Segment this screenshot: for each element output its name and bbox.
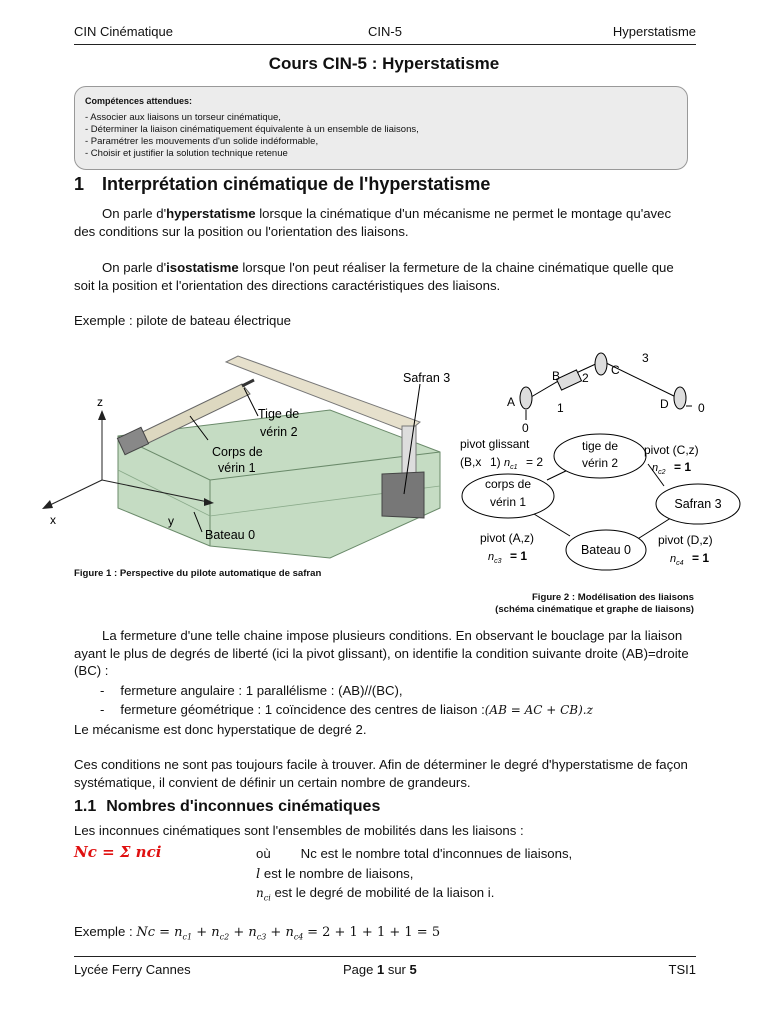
footer-left: Lycée Ferry Cannes <box>74 962 191 977</box>
figure-2-diagram <box>452 340 722 580</box>
bullet-1 <box>100 682 690 700</box>
link-glissant-n: = 2 <box>526 455 544 469</box>
kin-d: D <box>660 397 669 411</box>
paragraph-hyperstatisme <box>74 205 694 240</box>
z-label: z <box>97 395 103 409</box>
nc1-symbol: $n_{c1}$ <box>504 457 518 471</box>
cylinder-rod <box>242 380 254 386</box>
paragraph-inconnues: Les inconnues cinématiques sont l'ensembles de mobilités dans les liaisons : <box>74 823 524 838</box>
tige-pointer <box>244 388 258 416</box>
kin-0d: 0 <box>698 401 705 415</box>
text: On parle d' <box>102 206 167 221</box>
label-tige-1: Tige de <box>258 407 300 421</box>
formula-def-2 <box>256 865 696 884</box>
page-prefix: Page <box>343 962 377 977</box>
joint-c <box>595 353 607 375</box>
symbol-nci: $n_{ci}$ <box>256 886 271 903</box>
page-sep: sur <box>384 962 410 977</box>
formula-ou: où <box>256 846 271 861</box>
figure-2-caption-2: (schéma cinématique et graphe de liaisons) <box>495 604 694 615</box>
example-label: Exemple : pilote de bateau électrique <box>74 313 292 328</box>
label-corps-1: Corps de <box>212 445 263 459</box>
formula-def-1 <box>256 845 696 863</box>
section-1-1-number: 1.1 <box>74 798 97 815</box>
kin-c: C <box>611 363 620 377</box>
node-corps-label-1: corps de <box>484 477 532 491</box>
text: On parle d' <box>102 260 167 275</box>
kin-3: 3 <box>642 351 649 365</box>
node-tige-label-2: vérin 2 <box>581 456 619 470</box>
header-left: CIN Cinématique <box>74 24 173 39</box>
x-axis <box>48 480 102 506</box>
formula-nc: Nc = Σ nci <box>74 843 162 861</box>
rudder-blade <box>382 472 424 518</box>
bullet-2-math: (AB = AC + CB).z <box>484 703 593 717</box>
section-1-title: Interprétation cinématique de l'hyperstatisme <box>102 174 491 194</box>
kin-1: 1 <box>557 401 564 415</box>
figure-1-perspective <box>30 340 460 570</box>
link-pivot-c-n: = 1 <box>674 460 692 474</box>
competences-box <box>74 86 688 170</box>
link-pivot-d-n: = 1 <box>692 551 710 565</box>
page-title: Cours CIN-5 : Hyperstatisme <box>268 54 500 73</box>
paragraph-conditions: Ces conditions ne sont pas toujours facile à trouver. Afin de déterminer le degré d'hyperstatisme de façon systématique, il convient de définir un certain nombre de grandeurs. <box>74 757 688 790</box>
competence-item: - Associer aux liaisons un torseur cinématique, <box>85 112 281 123</box>
header-right: Hyperstatisme <box>612 24 696 39</box>
node-safran-label: Safran 3 <box>674 497 722 511</box>
nc3-symbol: $n_{c3}$ <box>488 551 502 565</box>
node-tige-label-1: tige de <box>581 439 619 453</box>
label-bateau: Bateau 0 <box>205 528 256 542</box>
joint-b <box>556 370 581 390</box>
x-label: x <box>50 513 56 527</box>
term-hyperstatisme: hyperstatisme <box>166 206 256 221</box>
y-label: y <box>168 514 174 528</box>
competence-item: - Paramétrer les mouvements d'un solide indéformable, <box>85 136 319 147</box>
header-rule <box>74 44 696 45</box>
joint-d <box>674 387 686 409</box>
label-safran: Safran 3 <box>403 371 451 385</box>
symbol-l: l <box>256 867 261 882</box>
label-corps-2: vérin 1 <box>218 461 256 475</box>
paragraph-isostatisme <box>74 259 694 294</box>
page-number: 1 <box>376 962 385 977</box>
footer-page <box>343 962 417 977</box>
figure-1-caption: Figure 1 : Perspective du pilote automatique de safran <box>74 568 322 579</box>
header-center: CIN-5 <box>368 24 402 39</box>
kin-b: B <box>552 369 561 383</box>
section-1-heading <box>74 174 490 195</box>
formula-def-nci: est le degré de mobilité de la liaison i. <box>274 885 495 900</box>
bullet-2-text: fermeture géométrique : 1 coïncidence des centres de liaison : <box>120 702 485 717</box>
node-bateau-label: Bateau 0 <box>580 543 632 557</box>
page-total: 5 <box>409 962 417 977</box>
joint-a <box>520 387 532 409</box>
formula-def-l: est le nombre de liaisons, <box>263 866 414 881</box>
edge-corps-bateau <box>534 514 570 536</box>
node-corps-label-2: vérin 1 <box>489 495 527 509</box>
link-glissant-2: (B,x <box>460 455 482 469</box>
formula-def-nc: Nc est le nombre total d'inconnues de liaisons, <box>300 846 573 861</box>
term-isostatisme: isostatisme <box>166 260 239 275</box>
section-1-1-heading <box>74 798 380 816</box>
section-1-1-title: Nombres d'inconnues cinématiques <box>106 798 381 815</box>
link-pivot-d: pivot (D,z) <box>658 533 713 547</box>
competences-title: Compétences attendues: <box>85 96 193 106</box>
label-tige-2: vérin 2 <box>260 425 298 439</box>
kin-a: A <box>507 395 516 409</box>
link-pivot-a: pivot (A,z) <box>480 531 535 545</box>
example-calc-label: Exemple : <box>74 924 133 939</box>
text: lorsque l'on peut réaliser la fermeture de la chaine cinématique quelle que soit la position et l'orientation des directions caractéristiques des liaisons. <box>74 260 674 293</box>
competence-item: - Choisir et justifier la solution technique retenue <box>85 148 288 159</box>
link-pivot-c: pivot (C,z) <box>644 443 699 457</box>
conclusion: Le mécanisme est donc hyperstatique de degré 2. <box>74 722 367 737</box>
rudder-shaft <box>402 426 416 474</box>
link-pivot-a-n: = 1 <box>510 549 528 563</box>
figure-2-caption-1: Figure 2 : Modélisation des liaisons <box>531 592 694 603</box>
example-calc-result: = 2 + 1 + 1 + 1 = 5 <box>307 925 441 940</box>
x-arrow <box>42 500 53 509</box>
bullet-1-text: fermeture angulaire : 1 parallélisme : (AB)//(BC), <box>120 683 403 698</box>
example-calculation <box>74 923 694 946</box>
nc4-symbol: $n_{c4}$ <box>670 553 684 567</box>
example-calc-terms: $Nc = n_{c1} + n_{c2} + n_{c3} + n_{c4}$ <box>136 925 304 942</box>
paragraph-fermeture: La fermeture d'une telle chaine impose plusieurs conditions. En observant le bouclage par la liaison ayant le plus de degrés de liberté (ici la pivot glissant), on identifie la condition suivante droite (AB)=droite (BC) : <box>74 628 689 678</box>
formula-def-3 <box>256 884 696 907</box>
section-1-number: 1 <box>74 174 85 194</box>
kin-0a: 0 <box>522 421 529 435</box>
competence-item: - Déterminer la liaison cinématiquement équivalente à un ensemble de liaisons, <box>85 124 419 135</box>
link-glissant-1: pivot glissant <box>460 437 530 451</box>
z-arrow <box>98 410 106 420</box>
text: lorsque la cinématique d'un mécanisme ne permet le montage qu'avec des conditions sur la position ou l'orientation des liaisons. <box>74 206 672 239</box>
link-glissant-close: 1) <box>490 455 501 469</box>
footer-right: TSI1 <box>668 962 696 977</box>
kin-2: 2 <box>582 371 589 385</box>
footer-rule <box>74 956 696 957</box>
bullet-dash: - <box>100 702 105 717</box>
bullet-dash: - <box>100 683 105 698</box>
nc2-symbol: $n_{c2}$ <box>652 462 666 476</box>
bullet-2 <box>100 701 690 720</box>
